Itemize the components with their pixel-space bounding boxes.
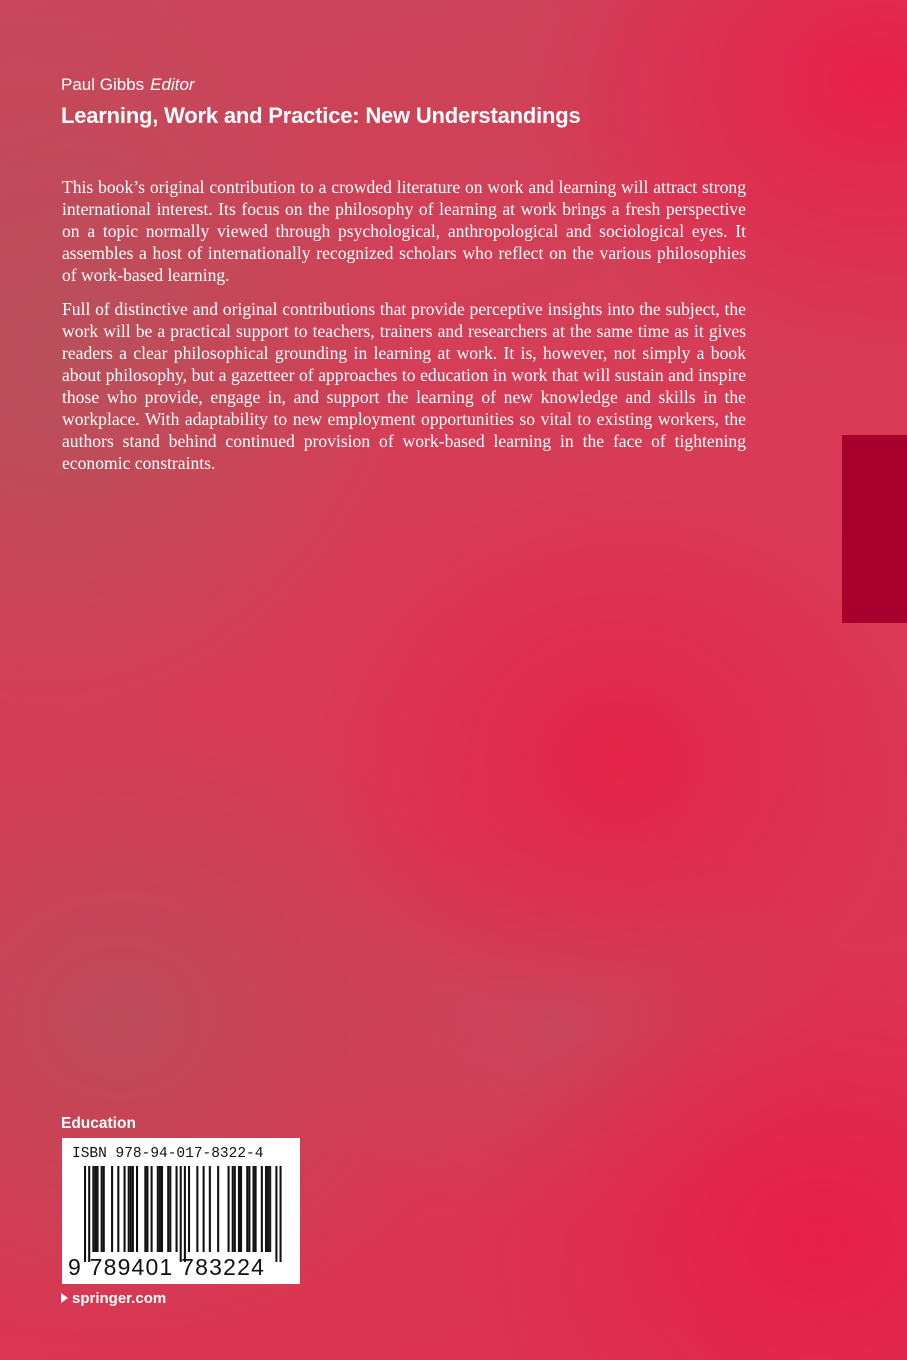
barcode-bar — [111, 1166, 113, 1252]
subject-category: Education — [61, 1115, 136, 1132]
barcode-bar — [92, 1166, 94, 1252]
barcode-bar — [184, 1166, 186, 1262]
barcode-bar — [196, 1166, 198, 1252]
barcode-bar — [246, 1166, 248, 1252]
barcode-bar — [96, 1166, 98, 1252]
barcode-bar — [144, 1166, 146, 1252]
blurb-paragraph-1: This book’s original contribution to a crowded literature on work and learning will attract strong international interest. Its focus on the philosophy of learning at work brings a fresh perspective on a topic normally viewed through psychological, anthropological and sociological eyes. It assembles a host of internationally recognized scholars who reflect on the various philosophies of work-based learning. — [62, 177, 746, 285]
color-tab — [842, 435, 907, 623]
barcode-bar — [267, 1166, 269, 1252]
barcode-bar — [84, 1166, 86, 1262]
isbn-label: ISBN 978-94-017-8322-4 — [72, 1146, 264, 1162]
barcode-bar — [161, 1166, 163, 1252]
editor-name: Paul Gibbs — [61, 75, 145, 94]
barcode-bar — [103, 1166, 105, 1252]
barcode-bar — [261, 1166, 263, 1252]
barcode-bar — [128, 1166, 130, 1252]
barcode-bar — [136, 1166, 138, 1252]
website-link[interactable] — [61, 1289, 166, 1309]
barcode-bar — [101, 1166, 103, 1252]
barcode-bar — [240, 1166, 242, 1252]
website-text: springer.com — [72, 1290, 167, 1307]
barcode-bar — [209, 1166, 211, 1252]
barcode-bar — [280, 1166, 282, 1262]
barcode-bar — [238, 1166, 240, 1252]
barcode-bar — [117, 1166, 119, 1252]
barcode-bar — [157, 1166, 159, 1252]
barcode-bar — [167, 1166, 169, 1252]
barcode-bar — [132, 1166, 134, 1252]
barcode-bar — [275, 1166, 277, 1262]
barcode-bar — [217, 1166, 219, 1252]
barcode-bar — [169, 1166, 171, 1252]
barcode-bar — [252, 1166, 254, 1252]
editor-role: Editor — [150, 75, 195, 94]
barcode-bar — [94, 1166, 96, 1252]
barcode-bar — [203, 1166, 205, 1252]
blurb — [62, 176, 746, 486]
triangle-right-icon — [61, 1293, 68, 1303]
barcode-bar — [180, 1166, 182, 1262]
barcode-bar — [176, 1166, 178, 1252]
barcode-panel — [62, 1138, 300, 1284]
barcode-bar — [159, 1166, 161, 1252]
barcode-bar — [265, 1166, 267, 1252]
barcode-bar — [228, 1166, 230, 1252]
barcode-bar — [124, 1166, 126, 1252]
barcode-bar — [269, 1166, 271, 1252]
barcode-bar — [255, 1166, 257, 1252]
barcode-bar — [188, 1166, 190, 1252]
barcode-bar — [130, 1166, 132, 1252]
book-title: Learning, Work and Practice: New Understandings — [61, 103, 581, 128]
barcode-bar — [234, 1166, 236, 1252]
barcode-digits: 9 789401 783224 — [68, 1254, 266, 1280]
barcode-bar — [248, 1166, 250, 1252]
editor-line — [61, 74, 195, 96]
blurb-paragraph-2: Full of distinctive and original contributions that provide perceptive insights into the subject, the work will be a practical support to teachers, trainers and researchers at the same time as it gives readers a clear philosophical grounding in learning at work. It is, however, not simply a book about philosophy, but a gazetteer of approaches to education in work that will sustain and inspire those who provide, engage in, and support the learning of new knowledge and skills in the workplace. With adaptability to new employment opportunities so vital to existing workers, the authors stand behind continued provision of work-based learning in the face of tightening economic constraints. — [62, 299, 746, 473]
barcode-bar — [232, 1166, 234, 1252]
barcode-bar — [146, 1166, 148, 1252]
barcode-bar — [151, 1166, 153, 1252]
barcode-bar — [88, 1166, 90, 1262]
